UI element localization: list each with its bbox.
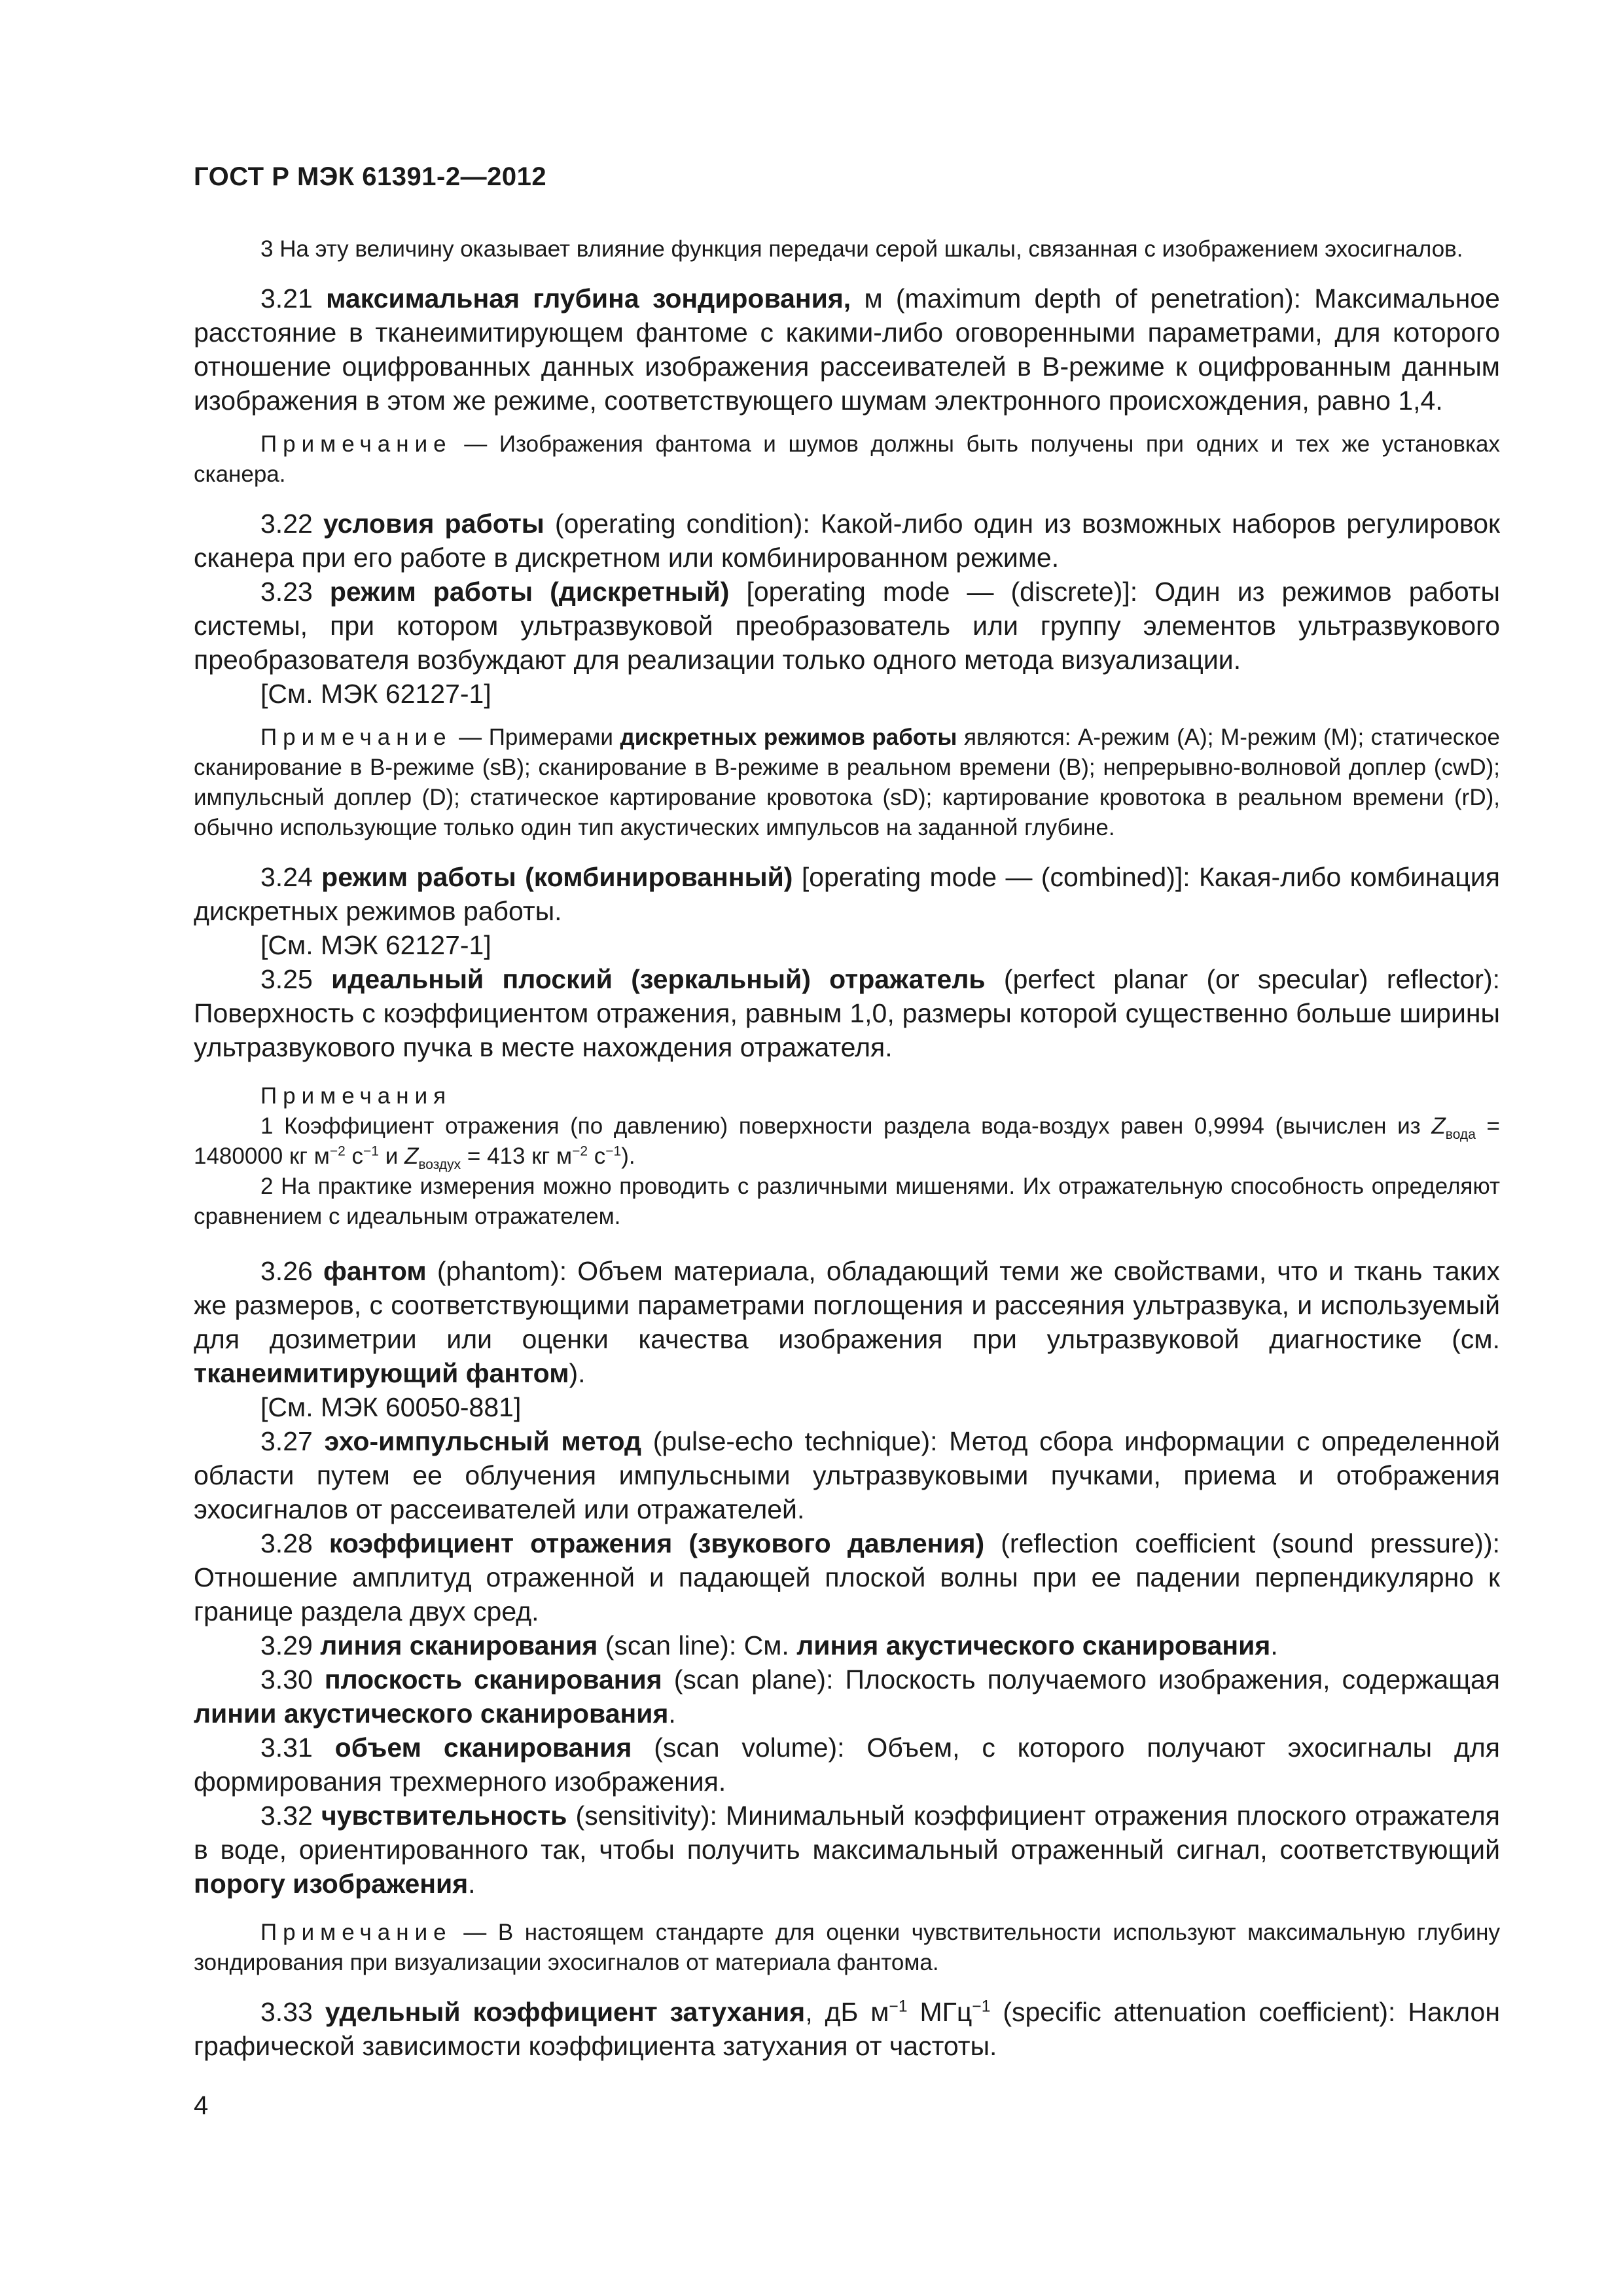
term-title: условия работы xyxy=(323,509,544,539)
reference-3-24: [См. МЭК 62127-1] xyxy=(260,930,491,960)
note-3-32 xyxy=(194,1918,1500,1978)
cross-reference: линия акустического сканирования xyxy=(796,1630,1271,1660)
unit-text: МГц xyxy=(907,1997,972,2027)
term-definition: (perfect planar (or specular) reflector): Поверхность с коэффициентом отражения, равным 1,0, размеры которой существенно больше ширины ультразвукового пучка в месте нахождения отражателя. xyxy=(194,964,1500,1062)
term-3-23 xyxy=(194,575,1500,677)
term-3-32 xyxy=(194,1799,1500,1901)
term-3-30 xyxy=(194,1662,1500,1731)
term-definition: (specific attenuation coefficient): Наклон графической зависимости коэффициента затухания от частоты. xyxy=(194,1997,1500,2061)
unit-seconds: с xyxy=(345,1143,364,1169)
subscript-air: воздух xyxy=(418,1157,461,1172)
term-3-31 xyxy=(194,1731,1500,1799)
term-3-33 xyxy=(194,1995,1500,2063)
term-number: 3.26 xyxy=(260,1256,313,1286)
term-definition: (sensitivity): Минимальный коэффициент отражения плоского отражателя в воде, ориентированного так, чтобы получить максимальный отраженный сигнал, соответствующий xyxy=(194,1801,1500,1865)
note-text: 3 На эту величину оказывает влияние функция передачи серой шкалы, связанная с изображением эхосигналов. xyxy=(260,236,1463,262)
symbol-z: Z xyxy=(1431,1113,1446,1139)
reference-3-26: [См. МЭК 60050-881] xyxy=(260,1392,522,1422)
note-3-23 xyxy=(194,723,1500,843)
unit-text: , дБ м xyxy=(805,1997,889,2027)
exponent: −2 xyxy=(572,1143,588,1159)
note-label: Примечание xyxy=(260,725,452,750)
term-definition: (operating condition): Какой-либо один из возможных наборов регулировок сканера при его работе в дискретном или комбинированном режиме. xyxy=(194,509,1500,573)
term-title: режим работы (комбинированный) xyxy=(321,862,793,892)
equation-water: = 1480000 кг м xyxy=(194,1113,1500,1169)
note-text: — Примерами xyxy=(452,725,620,750)
term-number: 3.32 xyxy=(260,1801,313,1831)
term-3-24 xyxy=(194,860,1500,928)
term-number: 3.27 xyxy=(260,1426,313,1456)
term-title: чувствительность xyxy=(321,1801,567,1831)
exponent: −2 xyxy=(329,1143,346,1159)
term-end: . xyxy=(668,1698,676,1729)
term-3-25 xyxy=(194,962,1500,1064)
term-3-28 xyxy=(194,1526,1500,1628)
note-3-25-1 xyxy=(194,1111,1500,1172)
exponent: −1 xyxy=(889,1998,908,2016)
term-number: 3.21 xyxy=(260,283,313,314)
term-number: 3.28 xyxy=(260,1528,313,1558)
term-definition: [operating mode — (combined)]: Какая-либо комбинация дискретных режимов работы. xyxy=(194,862,1501,926)
term-3-21 xyxy=(194,281,1500,418)
note-text: — В настоящем стандарте для оценки чувствительности используют максимальную глубину зондирования при визуализации эхосигналов от материала фантома. xyxy=(194,1920,1500,1975)
term-definition: (scan plane): Плоскость получаемого изображения, содержащая xyxy=(662,1664,1500,1695)
note-3-25-2: 2 На практике измерения можно проводить с различными мишенями. Их отражательную способность определяют сравнением с идеальным отражателем. xyxy=(194,1174,1500,1229)
term-title: идеальный плоский (зеркальный) отражатель xyxy=(331,964,986,994)
exponent: −1 xyxy=(972,1998,991,2016)
symbol-z: Z xyxy=(404,1143,419,1169)
term-title: удельный коэффициент затухания xyxy=(325,1997,806,2027)
notes-label: Примечания xyxy=(260,1083,452,1109)
term-number: 3.33 xyxy=(260,1997,313,2027)
unit-seconds: с xyxy=(588,1143,606,1169)
page-header: ГОСТ Р МЭК 61391-2—2012 xyxy=(194,162,547,191)
conjunction: и xyxy=(379,1143,404,1169)
term-end: . xyxy=(1270,1630,1278,1660)
exponent: −1 xyxy=(605,1143,622,1159)
term-title: фантом xyxy=(323,1256,427,1286)
cross-reference: линии акустического сканирования xyxy=(194,1698,669,1729)
term-number: 3.31 xyxy=(260,1732,313,1763)
reference-3-23: [См. МЭК 62127-1] xyxy=(260,679,491,709)
term-number: 3.30 xyxy=(260,1664,313,1695)
term-title: объем сканирования xyxy=(334,1732,632,1763)
term-3-29 xyxy=(194,1628,1500,1662)
term-title: линия сканирования xyxy=(320,1630,598,1660)
term-title: режим работы (дискретный) xyxy=(329,577,730,607)
term-definition: м (maximum depth of penetration): Максимальное расстояние в тканеимитирующем фантоме с какими-либо оговоренными параметрами, для которого отношение оцифрованных данных изображения рассеивателей в В-режиме к оцифрованным данным изображения в этом же режиме, соответствующего шумам электронного происхождения, равно 1,4. xyxy=(194,283,1500,416)
closing: ). xyxy=(621,1143,635,1169)
term-number: 3.22 xyxy=(260,509,313,539)
term-definition: (pulse-echo technique): Метод сбора информации с определенной области путем ее облучения импульсными ультразвуковыми пучками, приема и отображения эхосигналов от рассеивателей или отражателей. xyxy=(194,1426,1500,1524)
note-text: 1 Коэффициент отражения (по давлению) поверхности раздела вода-воздух равен 0,9994 (вычислен из xyxy=(260,1113,1432,1139)
term-definition: (scan line): См. xyxy=(597,1630,797,1660)
page-content xyxy=(194,234,1500,2063)
equation-air: = 413 кг м xyxy=(461,1143,573,1169)
term-definition: (phantom): Объем материала, обладающий теми же свойствами, что и ткань таких же размеров, с соответствующими параметрами поглощения и рассеяния ультразвука, и используемый для дозиметрии или оценки качества изображения при ультразвуковой диагностике (см. xyxy=(194,1256,1500,1354)
term-title: коэффициент отражения (звукового давления) xyxy=(329,1528,985,1558)
term-title: плоскость сканирования xyxy=(324,1664,662,1695)
term-number: 3.25 xyxy=(260,964,313,994)
term-end: ). xyxy=(569,1358,586,1388)
note-label: Примечание xyxy=(260,1920,452,1945)
cross-reference: тканеимитирующий фантом xyxy=(194,1358,569,1388)
term-title: максимальная глубина зондирования, xyxy=(326,283,851,314)
term-definition: (scan volume): Объем, с которого получают эхосигналы для формирования трехмерного изображения. xyxy=(194,1732,1500,1797)
note-3-21 xyxy=(194,429,1500,490)
note-text: — Изображения фантома и шумов должны быть получены при одних и тех же установках сканера. xyxy=(194,431,1500,487)
term-end: . xyxy=(468,1869,476,1899)
subscript-water: вода xyxy=(1445,1127,1476,1142)
notes-heading-3-25 xyxy=(194,1081,1500,1111)
page-number: 4 xyxy=(194,2091,209,2120)
note-label: Примечание xyxy=(260,431,452,457)
exponent: −1 xyxy=(363,1143,379,1159)
term-definition: (reflection coefficient (sound pressure)): Отношение амплитуд отраженной и падающей плоской волны при ее падении перпендикулярно к границе раздела двух сред. xyxy=(194,1528,1500,1626)
term-number: 3.24 xyxy=(260,862,313,892)
term-3-22 xyxy=(194,507,1500,575)
term-number: 3.23 xyxy=(260,577,313,607)
term-3-26 xyxy=(194,1254,1500,1390)
term-title: эхо-импульсный метод xyxy=(324,1426,642,1456)
term-definition: [operating mode — (discrete)]: Один из режимов работы системы, при котором ультразвуковой преобразователь или группу элементов ультразвукового преобразователя возбуждают для реализации только одного метода визуализации. xyxy=(194,577,1500,675)
note-previous xyxy=(194,234,1500,264)
term-number: 3.29 xyxy=(260,1630,313,1660)
note-bold-term: дискретных режимов работы xyxy=(620,725,957,750)
cross-reference: порогу изображения xyxy=(194,1869,469,1899)
term-3-27 xyxy=(194,1424,1500,1526)
note-text-continued: являются: A-режим (А); М-режим (М); статическое сканирование в В-режиме (sB); сканирование в В-режиме в реальном времени (В); непрерывно-волновой доплер (cwD); импульсный доплер (D); статическое картирование кровотока (sD); картирование кровотока в реальном времени (rD), обычно использующие только один тип акустических импульсов на заданной глубине. xyxy=(194,725,1500,840)
